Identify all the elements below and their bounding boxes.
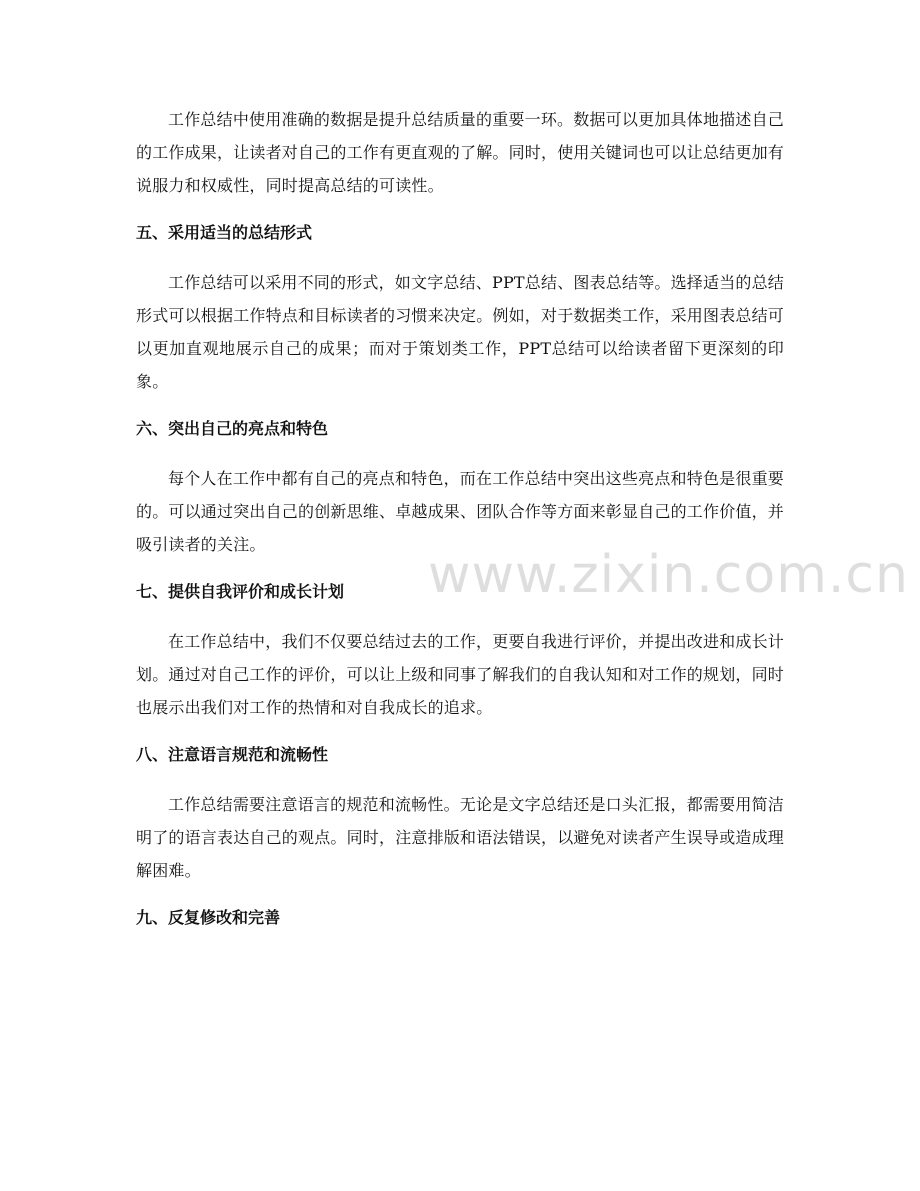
section-paragraph-7: 在工作总结中，我们不仅要总结过去的工作，更要自我进行评价，并提出改进和成长计划。通过对自己工作的评价，可以让上级和同事了解我们的自我认知和对工作的规划，同时也展示出我们对工作的热情和对自我成长的追求。: [136, 632, 785, 717]
section-heading-7: 七、提供自我评价和成长计划: [136, 582, 345, 601]
section-paragraph-6: 每个人在工作中都有自己的亮点和特色，而在工作总结中突出这些亮点和特色是很重要的。可以通过突出自己的创新思维、卓越成果、团队合作等方面来彰显自己的工作价值，并吸引读者的关注。: [136, 469, 785, 554]
section-heading-8: 八、注意语言规范和流畅性: [136, 745, 329, 764]
intro-paragraph: 工作总结中使用准确的数据是提升总结质量的重要一环。数据可以更加具体地描述自己的工作成果，让读者对自己的工作有更直观的了解。同时，使用关键词也可以让总结更加有说服力和权威性，同时提高总结的可读性。: [136, 110, 785, 195]
section-heading-6: 六、突出自己的亮点和特色: [136, 419, 329, 438]
document-body: [136, 103, 784, 929]
section-heading-9: 九、反复修改和完善: [136, 908, 281, 927]
section-paragraph-5: 工作总结可以采用不同的形式，如文字总结、PPT总结、图表总结等。选择适当的总结形式可以根据工作特点和目标读者的习惯来决定。例如，对于数据类工作，采用图表总结可以更加直观地展示自己的成果；而对于策划类工作，PPT总结可以给读者留下更深刻的印象。: [136, 273, 785, 391]
watermark: www.zixin.com.cn: [428, 545, 909, 605]
section-heading-5: 五、采用适当的总结形式: [136, 223, 313, 242]
section-paragraph-8: 工作总结需要注意语言的规范和流畅性。无论是文字总结还是口头汇报，都需要用简洁明了的语言表达自己的观点。同时，注意排版和语法错误，以避免对读者产生误导或造成理解困难。: [136, 795, 785, 880]
